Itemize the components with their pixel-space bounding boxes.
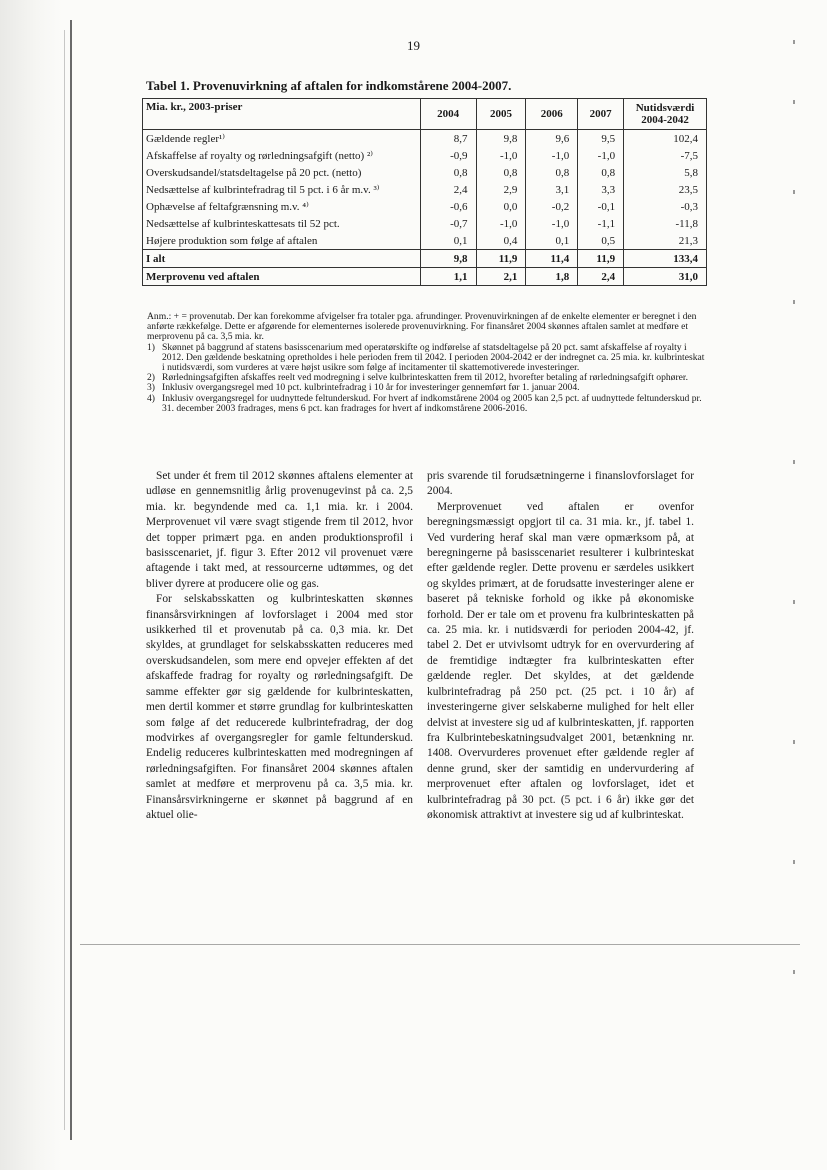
row-value: 0,0: [476, 198, 526, 215]
row-label: I alt: [143, 250, 421, 268]
row-value: -0,7: [420, 215, 476, 232]
row-value: 133,4: [624, 250, 707, 268]
row-value: 5,8: [624, 164, 707, 181]
footnote-marker: 1): [147, 341, 155, 353]
page-number: 19: [407, 38, 420, 53]
footnote: [147, 343, 707, 374]
table-row: [143, 147, 707, 164]
footnote-text: Inklusiv overgangsregel med 10 pct. kulbrintefradrag i 10 år for investeringer gennemført før 1. januar 2004.: [162, 382, 580, 394]
row-value: 31,0: [624, 268, 707, 286]
row-value: 9,8: [420, 250, 476, 268]
table-row: [143, 181, 707, 198]
row-label: Ophævelse af feltafgrænsning m.v. ⁴⁾: [143, 198, 421, 215]
row-value: 0,1: [526, 232, 578, 250]
body-paragraph: pris svarende til forudsætningerne i finanslovforslaget for 2004.: [427, 470, 694, 498]
table-row: [143, 215, 707, 232]
footnote-marker: 4): [147, 392, 155, 404]
table-header-cell: 2006: [526, 99, 578, 130]
row-value: 0,8: [578, 164, 624, 181]
scan-binding-edge-inner: [64, 30, 65, 1130]
scan-binding-shadow: [0, 0, 62, 1170]
row-value: 9,8: [476, 130, 526, 148]
table-header-cell: 2005: [476, 99, 526, 130]
row-value: 23,5: [624, 181, 707, 198]
table-row: [143, 198, 707, 215]
row-label: Nedsættelse af kulbrinteskattesats til 52 pct.: [143, 215, 421, 232]
table-row: [143, 130, 707, 148]
row-value: 2,4: [420, 181, 476, 198]
row-value: -11,8: [624, 215, 707, 232]
row-value: 11,4: [526, 250, 578, 268]
row-value: -1,0: [578, 147, 624, 164]
body-paragraph: Set under ét frem til 2012 skønnes aftalens elementer at udløse en gennemsnitlig årlig provenugevinst på ca. 2,5 mia. kr. begyndende med ca. 1,1 mia. kr. i 2004. Merprovenuet vil være svagt stigende frem til 2012, hvor det topper primært pga. en anden produktionsprofil i basisscenariet, jf. figur 3. Efter 2012 vil provenuet være aftagende i takt med, at ressourcerne udtømmes, og det bliver dyrere at producere olie og gas.: [146, 470, 413, 590]
row-value: -0,6: [420, 198, 476, 215]
row-value: -0,9: [420, 147, 476, 164]
table-total-row: [143, 250, 707, 268]
row-value: 0,8: [526, 164, 578, 181]
row-label: Højere produktion som følge af aftalen: [143, 232, 421, 250]
row-label: Gældende regler¹⁾: [143, 130, 421, 148]
row-value: -1,0: [526, 215, 578, 232]
row-label: Afskaffelse af royalty og rørledningsafgift (netto) ²⁾: [143, 147, 421, 164]
table-header-cell: Nutidsværdi 2004-2042: [624, 99, 707, 130]
row-value: 3,3: [578, 181, 624, 198]
table-merprovenu-row: [143, 268, 707, 286]
row-value: -0,2: [526, 198, 578, 215]
table-header-row: [143, 99, 707, 130]
scan-bottom-edge: [80, 944, 800, 945]
scan-specks: [793, 40, 813, 1040]
footnote-text: Skønnet på baggrund af statens basisscenarium med operatørskifte og indførelse af statsdeltagelse på 20 pct. samt afskaffelse af royalty i 2012. Den gældende beskatning opretholdes i hele perioden frem til 2042. I perioden 2004-2042 er der indregnet ca. 25 mia. kr. kulbrinteskat i nutidsværdi, som vurderes at være højst usikre som følge af incitamenter til skattemotiverede investeringer.: [162, 341, 705, 374]
footnote-text: Inklusiv overgangsregel for uudnyttede feltunderskud. For hvert af indkomstårene 2004 og 2005 kan 2,5 pct. af uudnyttede feltunderskud pr. 31. december 2003 fradrages, mens 6 pct. kan fradrages for hvert af indkomstårene 2006-2016.: [162, 392, 702, 414]
row-value: 2,4: [578, 268, 624, 286]
row-value: 21,3: [624, 232, 707, 250]
row-value: -7,5: [624, 147, 707, 164]
row-value: -0,3: [624, 198, 707, 215]
footnote: [147, 394, 707, 414]
table-header-cell: 2004: [420, 99, 476, 130]
table-header-cell: 2007: [578, 99, 624, 130]
row-value: -1,1: [578, 215, 624, 232]
table-annotation: Anm.: + = provenutab. Der kan forekomme afvigelser fra totaler pga. afrundinger. Provenuvirkningen af de enkelte elementer er beregnet i den anførte rækkefølge. Dette er afgørende for elementernes isolerede provenuvirkning. For finansåret 2004 skønnes aftalen samlet at medføre et merprovenu på ca. 3,5 mia. kr.: [147, 311, 697, 343]
body-paragraph: Merprovenuet ved aftalen er ovenfor beregningsmæssigt opgjort til ca. 31 mia. kr., jf. tabel 1. Ved vurdering heraf skal man være opmærksom på, at beregningerne på basisscenariet resulterer i kulbrinteskat efter gældende regler. Dette provenu er særdeles usikkert og skyldes primært, at de forudsatte investeringer alene er baseret på tekniske forhold og ikke på økonomiske forhold. Der er tale om et provenu fra kulbrinteskatten på ca. 25 mia. kr. i nutidsværdi for perioden 2004-42, jf. tabel 2. Det er utvivlsomt udtryk for en overvurdering af de fremtidige indtægter fra kulbrinteskatten efter gældende regler. Det skyldes, at det gældende kulbrintefradrag på 250 pct. (25 pct. i 10 år) af investeringerne giver selskaberne mulighed for helt eller delvist at investere sig ud af kulbrinteskatten, jf. rapporten fra Kulbrintebeskatningsudvalget 2001, betænkning nr. 1408. Overvurderes provenuet efter gældende regler af denne grund, sker der samtidig en undervurdering af merprovenuet efter aftalen og lovforslaget, idet et kulbrintefradrag på 30 pct. (5 pct. i 6 år) ikke gør det økonomisk attraktivt at investere sig ud af kulbrinteskat.: [427, 500, 694, 821]
row-value: 0,1: [420, 232, 476, 250]
row-value: 0,8: [476, 164, 526, 181]
row-value: 1,1: [420, 268, 476, 286]
row-value: 11,9: [578, 250, 624, 268]
row-value: 0,8: [420, 164, 476, 181]
row-value: -0,1: [578, 198, 624, 215]
row-value: 102,4: [624, 130, 707, 148]
row-value: 2,9: [476, 181, 526, 198]
row-value: 0,4: [476, 232, 526, 250]
row-value: -1,0: [476, 215, 526, 232]
scan-binding-edge: [70, 20, 72, 1140]
row-value: 11,9: [476, 250, 526, 268]
row-value: -1,0: [476, 147, 526, 164]
row-value: 8,7: [420, 130, 476, 148]
row-label: Merprovenu ved aftalen: [143, 268, 421, 286]
table-notes: [147, 312, 707, 414]
row-value: 3,1: [526, 181, 578, 198]
footnote-marker: 2): [147, 372, 155, 384]
row-label: Nedsættelse af kulbrintefradrag til 5 pct. i 6 år m.v. ³⁾: [143, 181, 421, 198]
body-column-right: [427, 469, 694, 823]
row-value: 1,8: [526, 268, 578, 286]
row-value: 2,1: [476, 268, 526, 286]
table-header-cell: Mia. kr., 2003-priser: [143, 99, 421, 130]
provenue-table: [142, 98, 707, 286]
row-value: 9,5: [578, 130, 624, 148]
row-value: 9,6: [526, 130, 578, 148]
row-value: -1,0: [526, 147, 578, 164]
footnote-marker: 3): [147, 382, 155, 394]
row-label: Overskudsandel/statsdeltagelse på 20 pct. (netto): [143, 164, 421, 181]
table-row: [143, 164, 707, 181]
table-row: [143, 232, 707, 250]
body-paragraph: For selskabsskatten og kulbrinteskatten skønnes finansårsvirkningen af lovforslaget i 2004 med stor usikkerhed til et provenutab på ca. 0,3 mia. kr. Det skyldes, at grundlaget for selskabsskatten reduceres med overskudsandelen, som mere end opvejer effekten af det afskaffede fradrag for royalty og rørledningsafgift. De samme effekter gør sig gældende for kulbrinteskatten, men dertil kommer et større grundlag for kulbrinteskatten som følge af det reducerede kulbrintefradrag, der dog modvirkes af overgangsregler for gamle feltunderskud. Endelig reduceres kulbrinteskatten med modregningen af rørledningsafgiften. For finansåret 2004 skønnes aftalen samlet at medføre et merprovenu på ca. 3,5 mia. kr. Finansårsvirkningerne er skønnet på baggrund af en aktuel olie-: [146, 593, 413, 821]
body-column-left: [146, 469, 413, 823]
row-value: 0,5: [578, 232, 624, 250]
table-title: Tabel 1. Provenuvirkning af aftalen for indkomstårene 2004-2007.: [146, 78, 512, 93]
footnote-text: Rørledningsafgiften afskaffes reelt ved modregning i selve kulbrinteskatten frem til 2012, hvorefter betaling af rørledningsafgift ophører.: [162, 372, 688, 384]
